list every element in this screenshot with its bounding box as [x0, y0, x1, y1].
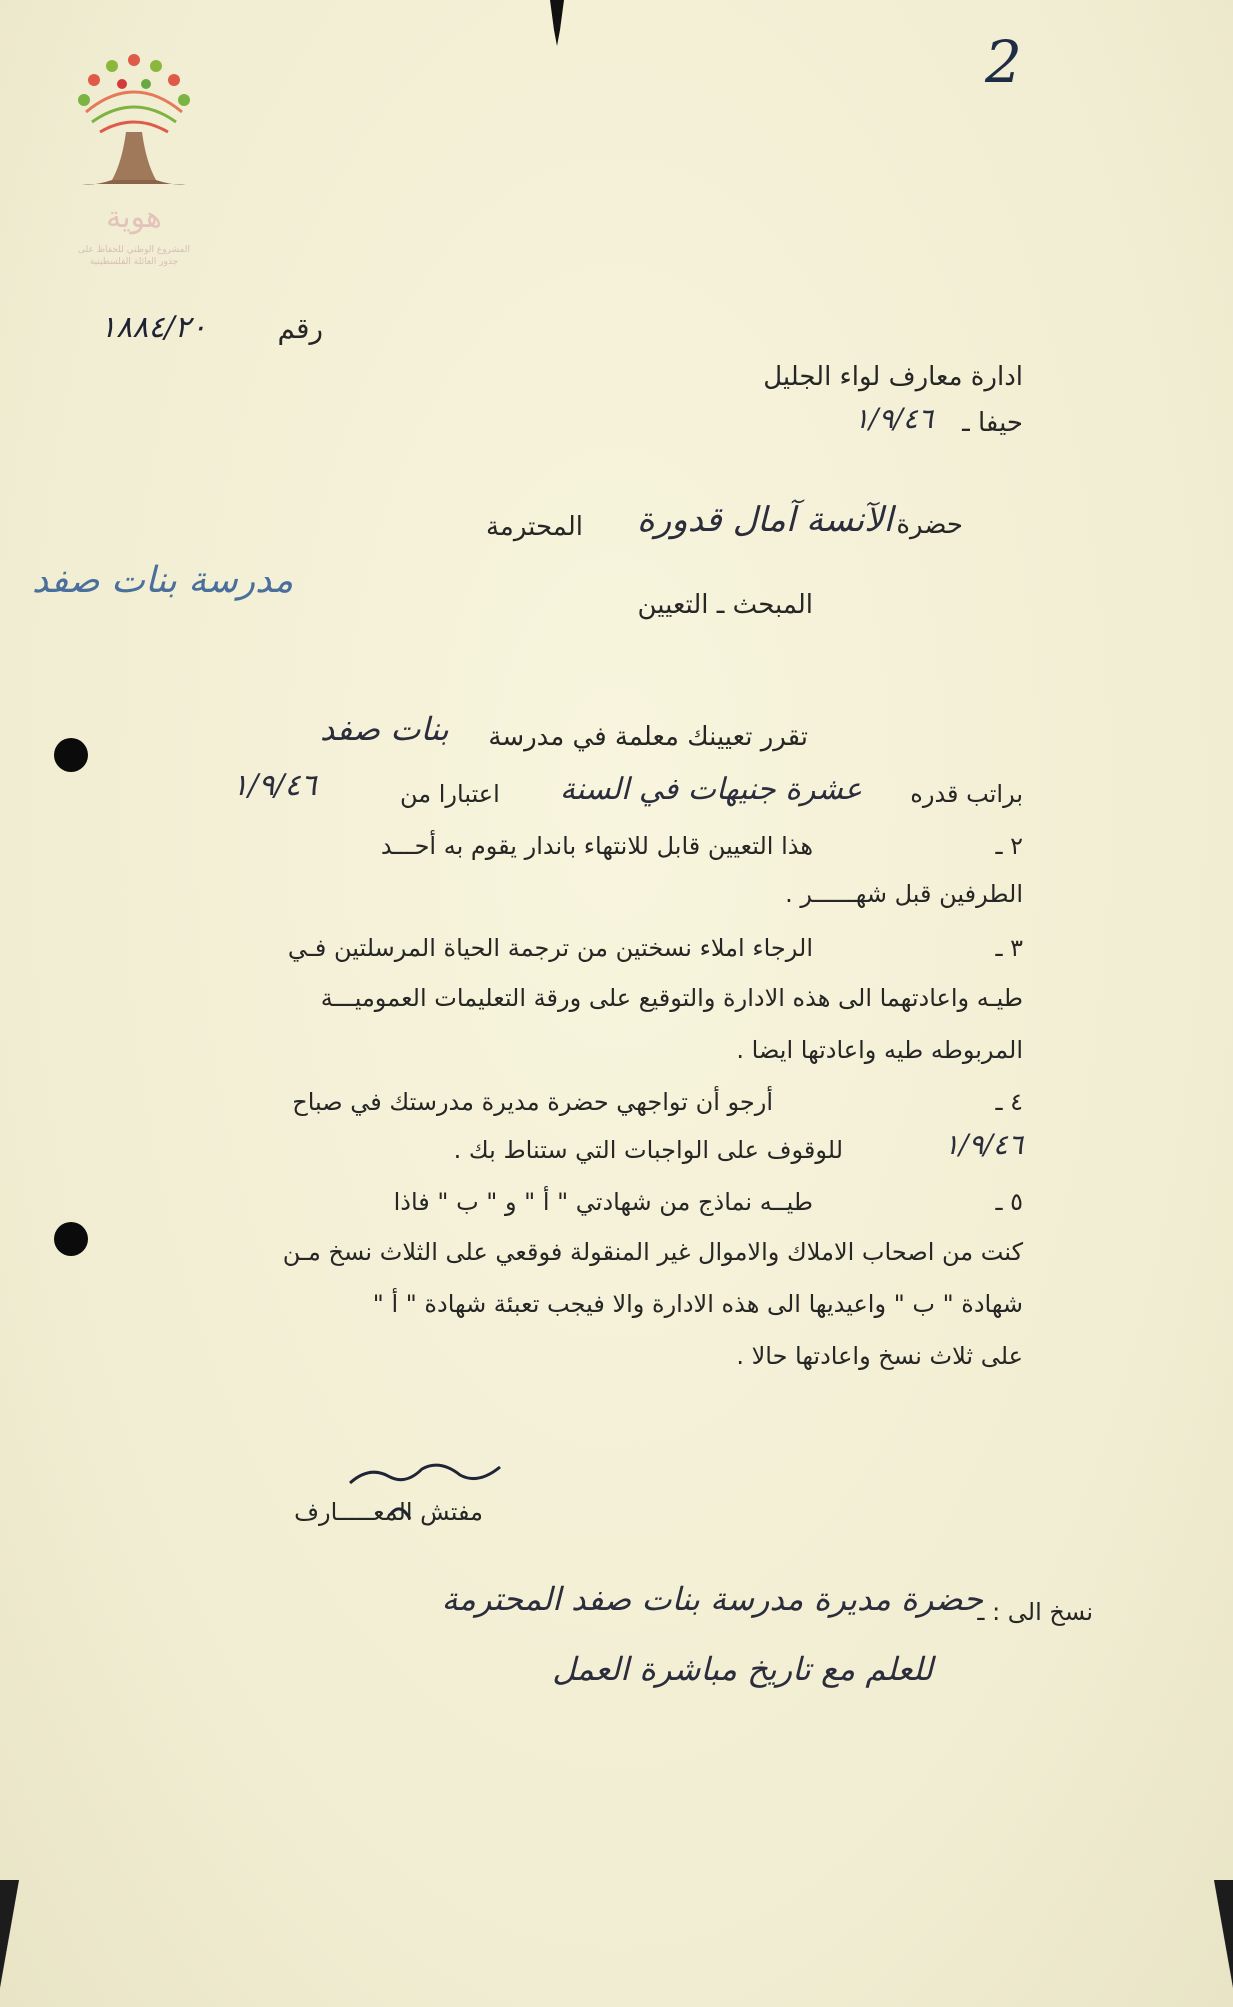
paragraph-5-line: شهادة " ب " واعيديها الى هذه الادارة والا فيجب تعبئة شهادة " أ " — [372, 1290, 1023, 1318]
logo-wordmark: هوية — [106, 200, 162, 235]
subject-line: المبحث ـ التعيين — [637, 590, 813, 620]
addressee-school-note: مدرسة بنات صفد — [32, 560, 294, 601]
addressee-prefix: حضرة — [896, 510, 963, 540]
logo-caption-line: المشروع الوطني للحفاظ على — [77, 245, 190, 255]
paragraph-3-line: طيـه واعادتهما الى هذه الادارة والتوقيع على ورقة التعليمات العموميـــة — [320, 984, 1023, 1012]
paragraph-5-number: ٥ ـ — [995, 1188, 1023, 1216]
paragraph-5-line: على ثلاث نسخ واعادتها حالا . — [736, 1342, 1023, 1370]
paragraph-1-salary-label: براتب قدره — [910, 780, 1023, 808]
paragraph-1-from: اعتبارا من — [400, 780, 500, 808]
paragraph-2-line: هذا التعيين قابل للانتهاء باندار يقوم به أحـــد — [380, 832, 813, 860]
ink-bleed-mark — [548, 0, 566, 46]
addressee-name: الآنسة آمال قدورة — [637, 500, 893, 540]
copies-note: للعلم مع تاريخ مباشرة العمل — [552, 1650, 933, 1688]
ref-label: رقم — [277, 312, 323, 345]
scan-corner-shadow — [1193, 1880, 1233, 2007]
punch-hole — [54, 738, 88, 772]
family-tree-icon — [64, 52, 204, 202]
city-label: حيفا ـ — [962, 408, 1023, 438]
scan-corner-shadow — [0, 1880, 40, 2007]
paragraph-3-number: ٣ ـ — [995, 934, 1023, 962]
paragraph-1-date: ١/٩/٤٦ — [232, 768, 317, 803]
paragraph-1-salary: عشرة جنيهات في السنة — [560, 772, 863, 807]
punch-hole — [54, 1222, 88, 1256]
heritage-project-logo — [64, 52, 204, 282]
department-name: ادارة معارف لواء الجليل — [763, 362, 1023, 392]
logo-caption-line: جذور العائلة الفلسطينية — [89, 257, 179, 267]
paragraph-1-school: بنات صفد — [320, 710, 449, 748]
paragraph-5-line: كنت من اصحاب الاملاك والاموال غير المنقولة فوقعي على الثلاث نسخ مـن — [282, 1238, 1023, 1266]
paragraph-4-number: ٤ ـ — [995, 1088, 1023, 1116]
letter-date: ١/٩/٤٦ — [853, 402, 933, 435]
paragraph-1-intro: تقرر تعيينك معلمة في مدرسة — [488, 722, 808, 752]
paragraph-3-line: الرجاء املاء نسختين من ترجمة الحياة المرسلتين فـي — [287, 934, 813, 962]
copies-label: نسخ الى : ـ — [977, 1598, 1093, 1626]
paragraph-4-date: ١/٩/٤٦ — [943, 1128, 1023, 1161]
paragraph-4-line: للوقوف على الواجبات التي ستناط بك . — [453, 1136, 843, 1164]
paragraph-4-line: أرجو أن تواجهي حضرة مديرة مدرستك في صباح — [292, 1088, 773, 1116]
copies-recipient: حضرة مديرة مدرسة بنات صفد المحترمة — [441, 1580, 983, 1618]
ref-number: ١٨٨٤/٢٠ — [100, 310, 207, 345]
signature-title: مفتش المعـــــارف — [294, 1498, 483, 1526]
addressee-honorific: المحترمة — [485, 512, 583, 542]
handwritten-page-number: 2 — [985, 28, 1022, 96]
paragraph-5-line: طيــه نماذج من شهادتي " أ " و " ب " فاذا — [393, 1188, 813, 1216]
paragraph-2-line: الطرفين قبل شهــــــر . — [785, 880, 1023, 908]
logo-caption — [64, 244, 204, 268]
paragraph-3-line: المربوطه طيه واعادتها ايضا . — [736, 1036, 1023, 1064]
paragraph-2-number: ٢ ـ — [995, 832, 1023, 860]
